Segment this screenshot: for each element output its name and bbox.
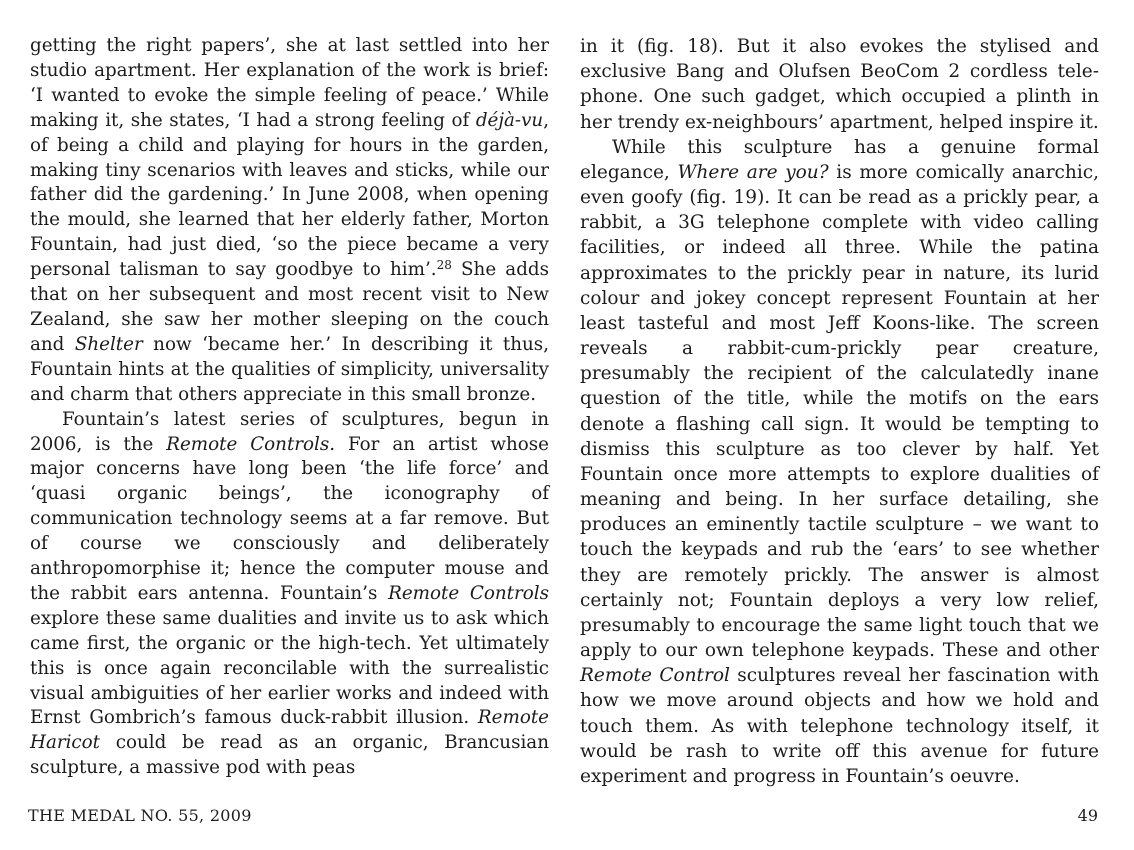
paragraph	[580, 34, 1099, 135]
text-run: sculptures reveal her fascination with how we move around objects and how we hold and touch them. As with telephone technology itself, it would be rash to write off this avenue for future experiment and progress in Fountain’s oeuvre.	[580, 665, 1099, 787]
paragraph	[580, 135, 1099, 789]
italic-title: Remote Controls	[388, 582, 549, 604]
italic-title: Remote Controls.	[166, 433, 336, 455]
text-run: Fountain’s latest series of sculptures, begun in 2006, is the	[30, 408, 549, 455]
footnote-marker: 28	[436, 258, 452, 273]
text-run: She adds that on her subsequent and most recent visit to New Zealand, she saw her mother sleeping on the couch and	[30, 259, 549, 355]
text-run: is more comically anarchic, even goofy (fig. 19). It can be read as a prickly pear, a rabbit, a 3G telephone complete with video calling facilities, or indeed all three. While the patina approximates to the prickly pear in nature, its lurid colour and jokey concept represent Fountain at her least tasteful and most Jeff Koons-like. The screen reveals a rabbit-cum-prickly pear creature, presumably the recipient of the calculatedly inane question of the title, while the motifs on the ears denote a flashing call sign. It would be tempting to dismiss this sculpture as too clever by half. Yet Fountain once more attempts to explore dualities of meaning and being. In her surface detailing, she produces an eminently tactile sculpture – we want to touch the keypads and rub the ‘ears’ to see whether they are remotely prickly. The answer is almost certainly not; Fountain deploys a very low relief, presumably to encourage the same light touch that we apply to our own telephone keypads. These and other	[580, 161, 1099, 662]
text-run: While this sculpture has a genuine formal elegance,	[580, 136, 1099, 183]
italic-title: Remote Haricot	[30, 707, 549, 754]
right-column	[580, 34, 1099, 789]
italic-title: Shelter	[74, 333, 143, 355]
paragraph	[30, 34, 549, 408]
text-run: explore these same dualities and invite us to ask which came first, the organic or the high-tech. Yet ultimately this is once again reconcilable with the surrealistic visual ambiguities of her earlier works and indeed with Ernst Gombrich’s famous duck-rabbit illusion.	[30, 607, 549, 729]
running-footer: THE MEDAL NO. 55, 2009	[28, 806, 252, 825]
left-column	[30, 34, 549, 781]
text-run: could be read as an organic, Brancusian sculpture, a massive pod with peas	[30, 732, 549, 779]
italic-term: déjà-vu	[475, 109, 544, 131]
italic-title: Remote Control	[580, 665, 730, 687]
text-run: in it (fig. 18). But it also evokes the stylised and exclusive Bang and Olufsen BeoCom 2 cordless tele-phone. One such gadget, which occupied a plinth in her trendy ex-neighbours’ apartment, helped inspire it.	[580, 36, 1099, 133]
text-run: For an artist whose major concerns have long been ‘the life force’ and ‘quasi organic beings’, the iconography of communication technology seems at a far remove. But of course we consciously and deliberately anthropomorphise it; hence the computer mouse and the rabbit ears antenna. Fountain’s	[30, 433, 549, 604]
page-number: 49	[1077, 806, 1098, 825]
paragraph	[30, 408, 549, 782]
italic-title: Where are you?	[677, 161, 829, 183]
text-run: now ‘became her.’ In describing it thus, Fountain hints at the qualities of simplicity, universality and charm that others appreciate in this small bronze.	[30, 333, 550, 405]
text-run: getting the right papers’, she at last settled into her studio apartment. Her explanation of the work is brief: ‘I wanted to evoke the simple feeling of peace.’ While making it, she states, ‘I had a strong feeling of	[30, 35, 549, 131]
text-run: , of being a child and playing for hours in the garden, making tiny scenarios with leaves and sticks, while our father did the gardening.’ In June 2008, when opening the mould, she learned that her elderly father, Morton Fountain, had just died, ‘so the piece became a very personal talisman to say goodbye to him’.	[30, 109, 549, 281]
